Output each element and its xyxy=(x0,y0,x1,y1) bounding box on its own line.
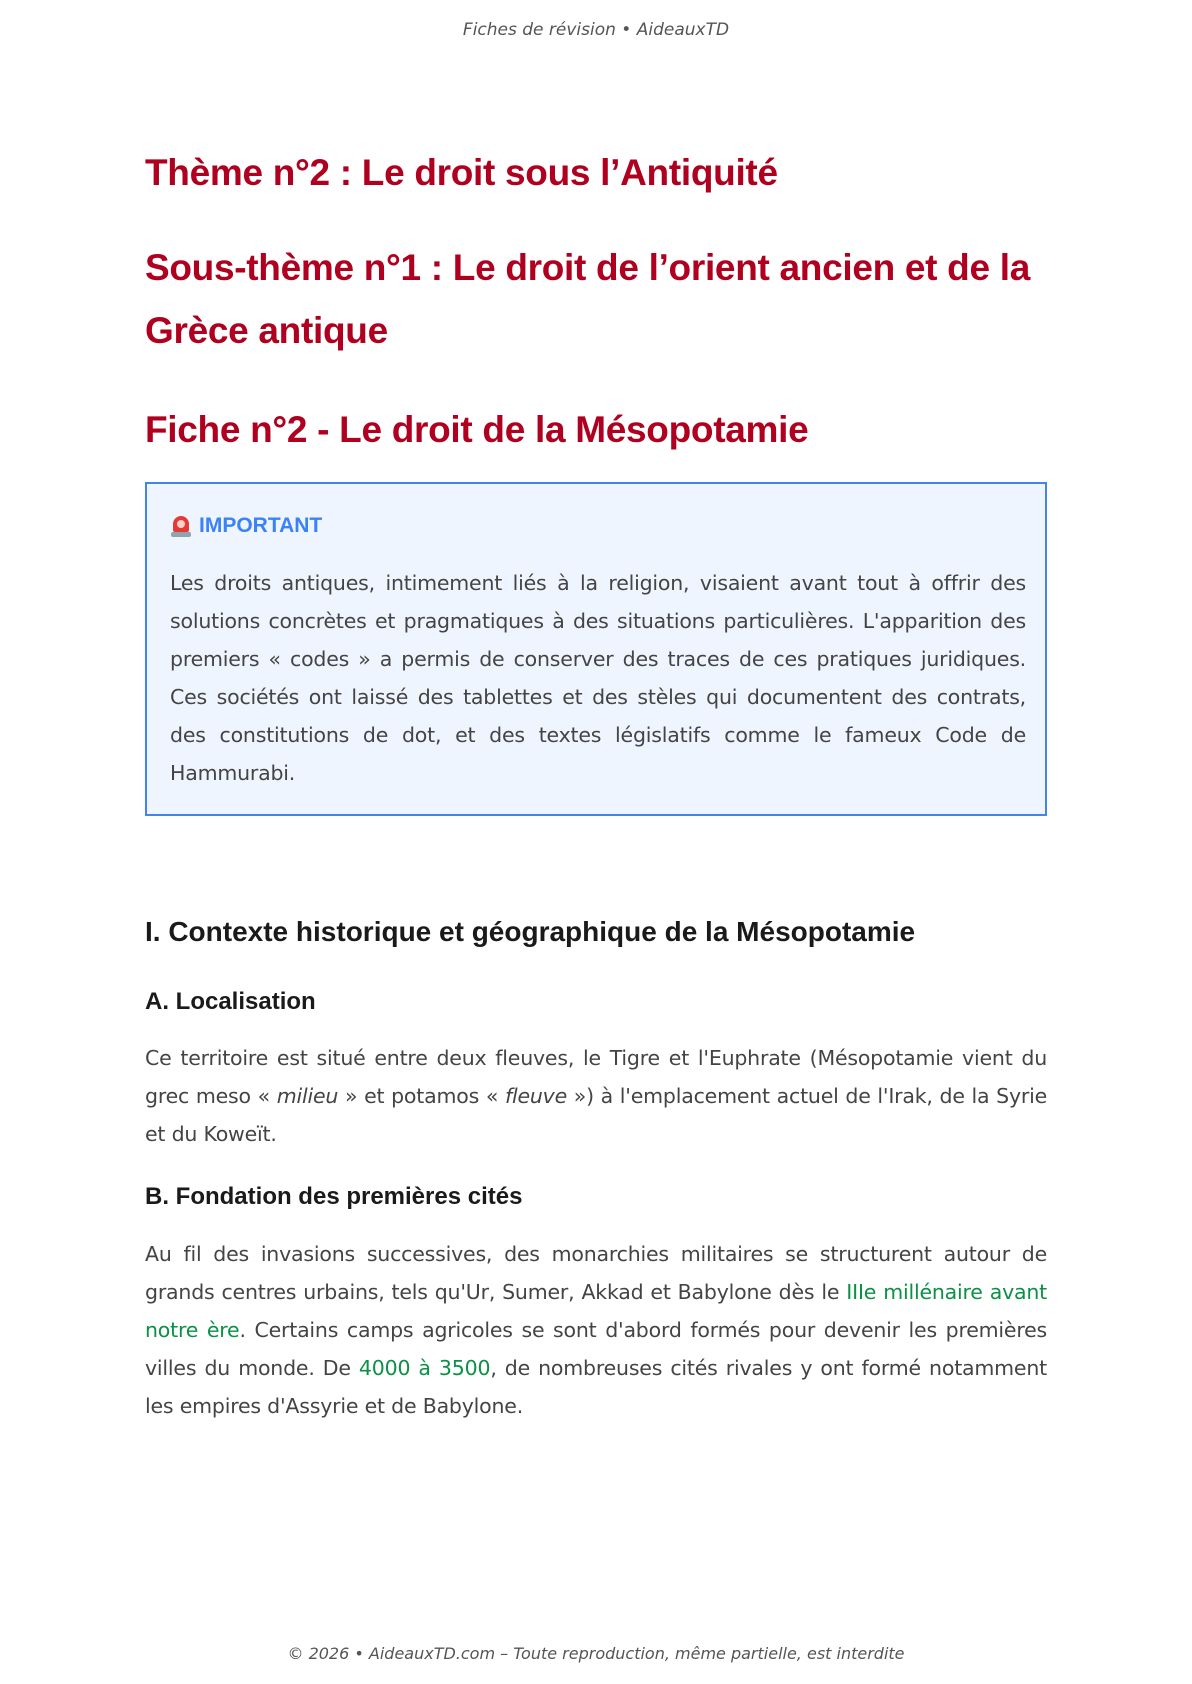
subsection-a-paragraph xyxy=(145,1039,1047,1153)
text-run: , de nombreuses cités rivales y ont formé notamment les empires d'Assyrie et de Babylone. xyxy=(145,1356,1047,1418)
text-run: » et potamos « xyxy=(338,1084,505,1108)
subsection-a-title: A. Localisation xyxy=(145,988,316,1015)
theme-title: Thème n°2 : Le droit sous l’Antiquité xyxy=(145,152,778,193)
callout-header xyxy=(170,514,322,538)
running-footer: © 2026 • AideauxTD.com – Toute reproduction, même partielle, est interdite xyxy=(287,1644,905,1663)
emphasis-fleuve: fleuve xyxy=(504,1084,567,1108)
siren-icon xyxy=(170,514,192,538)
text-run: Ce territoire est situé entre deux fleuves, le Tigre et l'Euphrate (Mésopotamie vient du grec meso « xyxy=(145,1046,1047,1108)
fiche-title: Fiche n°2 - Le droit de la Mésopotamie xyxy=(145,409,809,450)
highlight-millennium: IIIe millénaire avant notre ère xyxy=(145,1280,1047,1342)
running-header: Fiches de révision • AideauxTD xyxy=(462,20,730,40)
callout-label: IMPORTANT xyxy=(199,514,323,537)
text-run: ») à l'emplacement actuel de l'Irak, de la Syrie et du Koweït. xyxy=(145,1084,1048,1146)
text-run: Au fil des invasions successives, des monarchies militaires se structurent autour de grands centres urbains, tels qu'Ur, Sumer, Akkad et Babylone dès le xyxy=(145,1242,1047,1304)
sous-theme-title: Sous-thème n°1 : Le droit de l’orient ancien et de la Grèce antique xyxy=(145,247,1031,351)
highlight-date-range: 4000 à 3500 xyxy=(358,1356,491,1380)
subsection-b-paragraph xyxy=(145,1235,1047,1425)
emphasis-milieu: milieu xyxy=(276,1084,339,1108)
subsection-b-title: B. Fondation des premières cités xyxy=(145,1183,523,1210)
section-1-title: I. Contexte historique et géographique de la Mésopotamie xyxy=(145,916,916,947)
text-run: . Certains camps agricoles se sont d'abord formés pour devenir les premières villes du monde. De xyxy=(145,1318,1047,1380)
callout-body: Les droits antiques, intimement liés à la religion, visaient avant tout à offrir des solutions concrètes et pragmatiques à des situations particulières. L'apparition des premiers « codes » a permis de conserver des traces de ces pratiques juridiques. Ces sociétés ont laissé des tablettes et des stèles qui documentent des contrats, des constitutions de dot, et des textes législatifs comme le fameux Code de Hammurabi. xyxy=(170,571,1026,785)
important-callout xyxy=(145,482,1047,816)
